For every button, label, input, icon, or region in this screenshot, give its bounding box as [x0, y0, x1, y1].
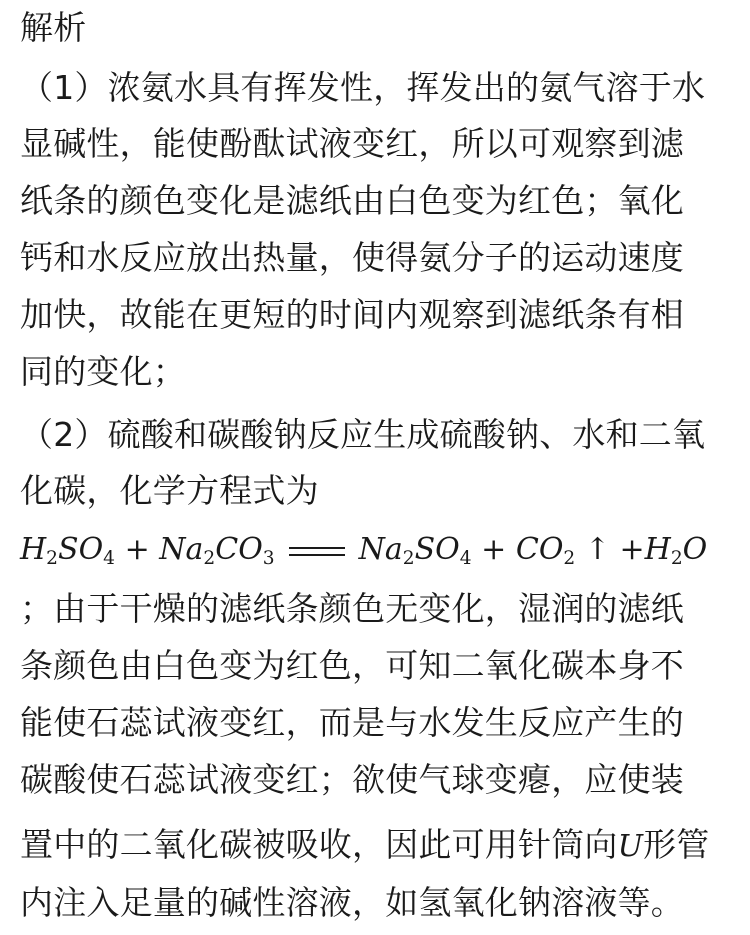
paragraph1-line-2: 显碱性，能使酚酞试液变红，所以可观察到滤: [20, 124, 684, 163]
paragraph1-line-6: 同的变化；: [20, 352, 186, 391]
eq-h: H: [20, 532, 47, 567]
eq-sub: 2: [670, 548, 683, 570]
eq-plus: +: [124, 532, 150, 567]
paragraph2-after-line-2: 条颜色由白色变为红色，可知二氧化碳本身不: [20, 646, 684, 685]
paragraph2-line-1: （2）硫酸和碳酸钠反应生成硫酸钠、水和二氧: [20, 415, 706, 454]
line-u-before: 置中的二氧化碳被吸收，因此可用针筒向: [20, 825, 618, 864]
paragraph2-after-line-1: ；由于干燥的滤纸条颜色无变化，湿润的滤纸: [20, 589, 684, 628]
eq-so: SO: [58, 532, 104, 567]
eq-sub: 2: [46, 548, 59, 570]
paragraph2-last-line: 内注入足量的碱性溶液，如氢氧化钠溶液等。: [20, 883, 684, 922]
eq-na: Na: [159, 532, 204, 567]
eq-sub: 2: [563, 548, 576, 570]
eq-sub: 3: [262, 548, 275, 570]
paragraph2-after-line-4: 碳酸使石蕊试液变红；欲使气球变瘪，应使装: [20, 760, 684, 799]
eq-so: SO: [414, 532, 460, 567]
paragraph2-line-u: [20, 820, 710, 870]
eq-sub: 4: [103, 548, 116, 570]
paragraph1-line-4: 钙和水反应放出热量，使得氨分子的运动速度: [20, 238, 684, 277]
gas-arrow-icon: ↑: [584, 532, 610, 567]
paragraph1-line-5: 加快，故能在更短的时间内观察到滤纸条有相: [20, 295, 684, 334]
u-variable: U: [617, 829, 644, 864]
paragraph1-line-3: 纸条的颜色变化是滤纸由白色变为红色；氧化: [20, 181, 684, 220]
eq-co: CO: [515, 532, 564, 567]
paragraph2-after-line-3: 能使石蕊试液变红，而是与水发生反应产生的: [20, 703, 684, 742]
eq-o: O: [682, 532, 708, 567]
eq-h: H: [644, 532, 671, 567]
equals-double-bar: [289, 547, 345, 556]
paragraph1-line-1: （1）浓氨水具有挥发性，挥发出的氨气溶于水: [20, 68, 706, 107]
paragraph2-line-2: 化碳，化学方程式为: [20, 471, 319, 510]
eq-sub: 2: [402, 548, 415, 570]
eq-na: Na: [358, 532, 403, 567]
line-u-after: 形管: [643, 825, 710, 864]
eq-sub: 2: [203, 548, 216, 570]
heading: 解析: [20, 8, 87, 47]
chemical-equation: [20, 525, 707, 575]
eq-plus: +: [481, 532, 507, 567]
eq-co: CO: [215, 532, 263, 567]
eq-plus: +: [619, 532, 645, 567]
eq-sub: 4: [459, 548, 472, 570]
